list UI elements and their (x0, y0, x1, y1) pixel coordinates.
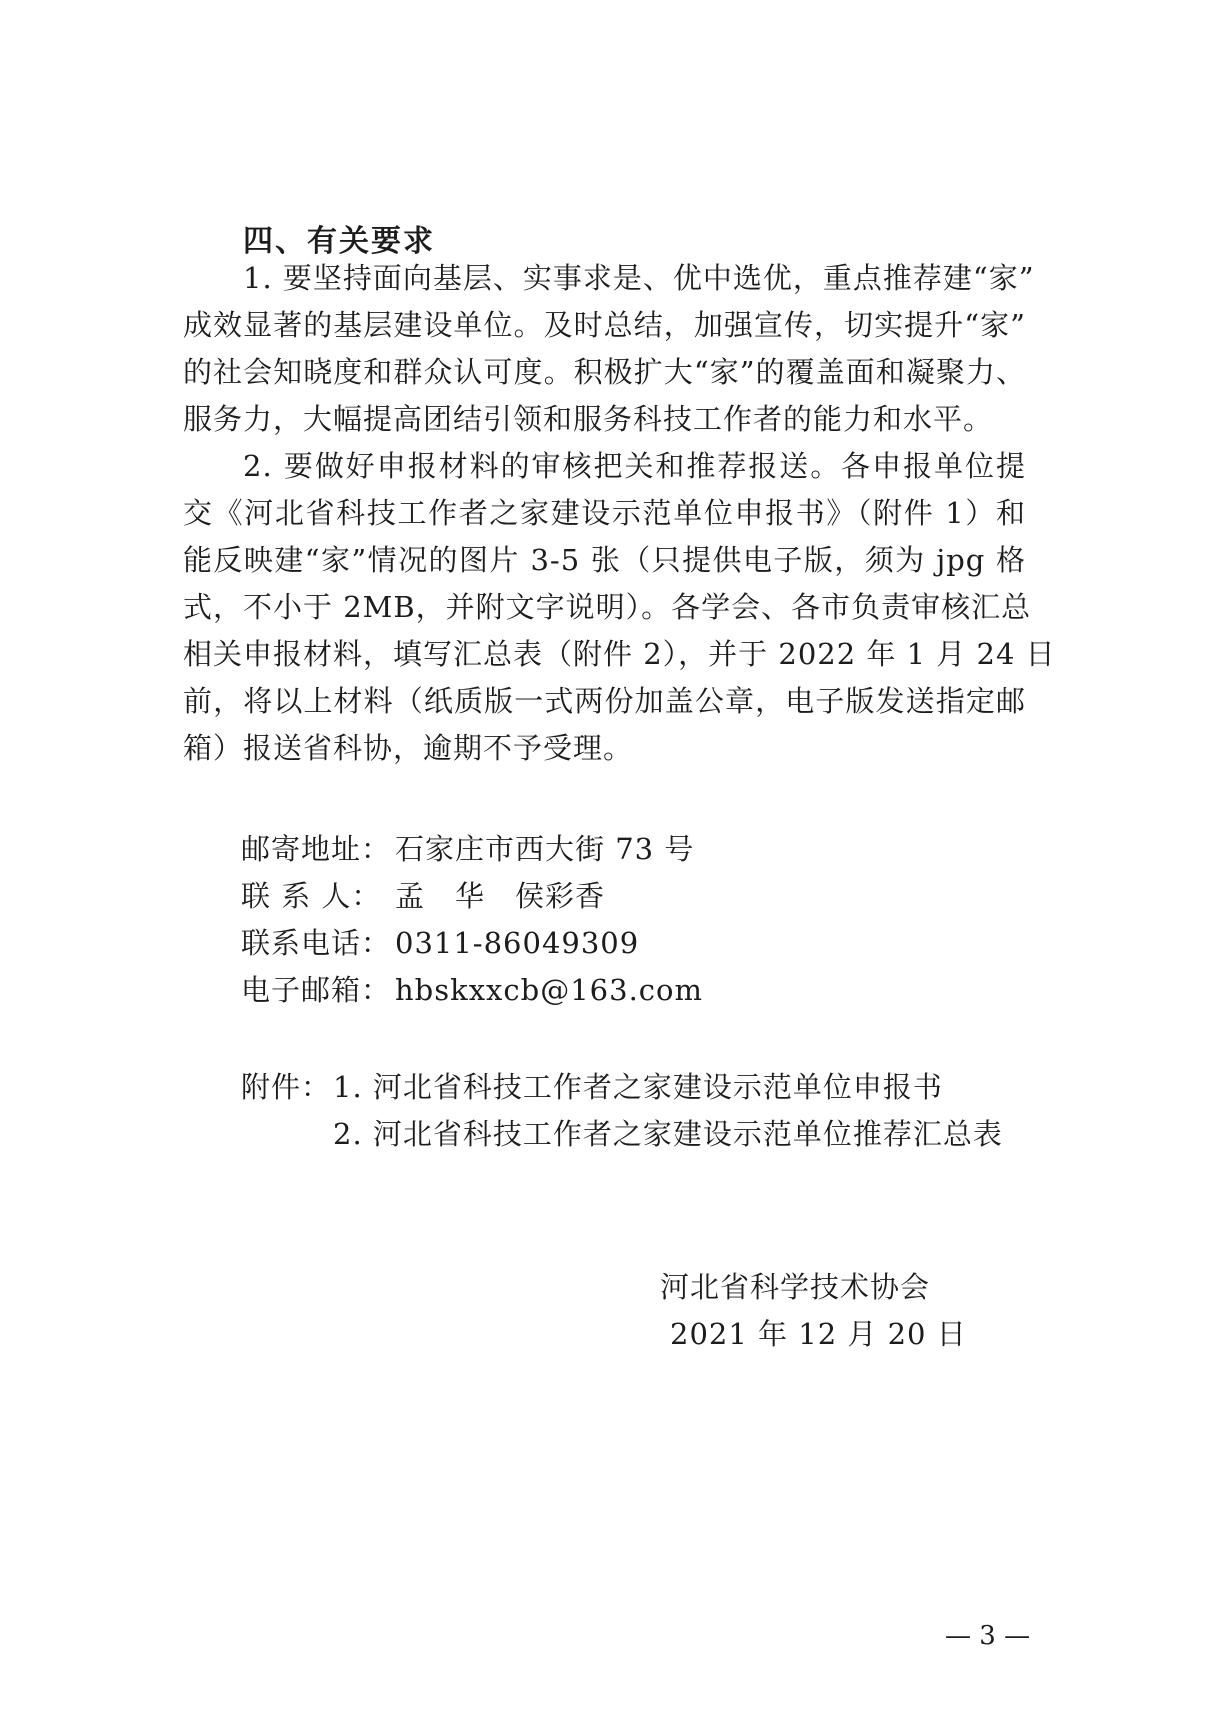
attachment-item: 2. 河北省科技工作者之家建设示范单位推荐汇总表 (333, 1117, 1003, 1151)
contact-address-row (241, 829, 694, 869)
paragraph-line: 服务力，大幅提高团结引领和服务科技工作者的能力和水平。 (183, 402, 994, 436)
phone-value: 0311-86049309 (395, 926, 640, 960)
paragraph-line: 成效显著的基层建设单位。及时总结，加强宣传，切实提升“家” (183, 308, 1026, 342)
person-label: 联 系 人： (241, 879, 382, 913)
page-number: — 3 — (945, 1621, 1031, 1651)
attachments-label: 附件： (241, 1070, 332, 1104)
paragraph-line: 相关申报材料，填写汇总表（附件 2），并于 2022 年 1 月 24 日 (183, 637, 1056, 671)
paragraph-line: 箱）报送省科协，逾期不予受理。 (183, 731, 634, 765)
paragraph-line: 前，将以上材料（纸质版一式两份加盖公章，电子版发送指定邮 (183, 684, 1026, 718)
signature-date: 2021 年 12 月 20 日 (670, 1317, 967, 1351)
address-label: 邮寄地址： (241, 832, 392, 866)
signature-organization: 河北省科学技术协会 (660, 1270, 931, 1304)
paragraph-line: 1. 要坚持面向基层、实事求是、优中选优，重点推荐建“家” (243, 261, 1035, 295)
paragraph-line: 交《河北省科技工作者之家建设示范单位申报书》（附件 1）和 (183, 496, 1026, 530)
paragraph-line: 式，不小于 2MB，并附文字说明）。各学会、各市负责审核汇总 (183, 590, 1032, 624)
attachment-item: 1. 河北省科技工作者之家建设示范单位申报书 (333, 1070, 943, 1104)
contact-email-row (241, 970, 703, 1010)
contact-person-row (241, 876, 605, 916)
paragraph-line: 能反映建“家”情况的图片 3-5 张（只提供电子版，须为 jpg 格 (183, 543, 1026, 577)
address-value: 石家庄市西大街 73 号 (395, 832, 695, 866)
person-value: 孟 华 侯彩香 (395, 879, 606, 913)
phone-label: 联系电话： (241, 926, 392, 960)
email-label: 电子邮箱： (241, 973, 392, 1007)
section-heading: 四、有关要求 (243, 224, 435, 259)
email-value: hbskxxcb@163.com (395, 973, 703, 1007)
paragraph-line: 的社会知晓度和群众认可度。积极扩大“家”的覆盖面和凝聚力、 (183, 355, 1026, 389)
contact-phone-row (241, 923, 639, 963)
paragraph-line: 2. 要做好申报材料的审核把关和推荐报送。各申报单位提 (243, 449, 1026, 483)
